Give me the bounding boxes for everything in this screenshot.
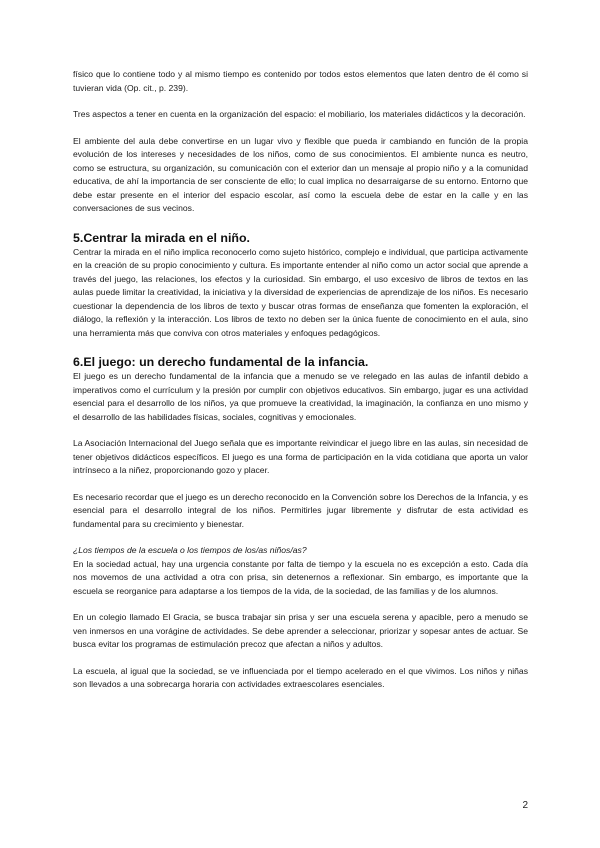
spacer [73, 531, 528, 544]
sub-paragraph-1: En la sociedad actual, hay una urgencia constante por falta de tiempo y la escuela no es excepción a esto. Cada día nos movemos de una actividad a otra con prisa, sin detenernos a reflexionar. Sin embargo, es importante que la escuela se reorganice para adaptarse a los tiempos de la vida, de la sociedad, de las familias y de los alumnos. [73, 558, 528, 596]
section-6 [73, 354, 528, 692]
sub-paragraph-2: En un colegio llamado El Gracia, se busca trabajar sin prisa y ser una escuela serena y apacible, pero a menudo se ven inmersos en una vorágine de actividades. Se debe aprender a seleccionar, priorizar y sopesar antes de actuar. Se busca evitar los programas de estimulación precoz que afectan a niños y adultos. [73, 612, 528, 649]
subheading-tiempos: ¿Los tiempos de la escuela o los tiempos de los/as niños/as? [73, 545, 307, 555]
section-6-paragraph-2: La Asociación Internacional del Juego señala que es importante reivindicar el juego libre en las aulas, sin necesidad de tener objetivos didácticos específicos. El juego es una forma de participación en la vida cotidiana que aporta un valor intrínseco a la niñez, proporcionando gozo y placer. [73, 438, 528, 475]
sub-paragraph-3: La escuela, al igual que la sociedad, se ve influenciada por el tiempo acelerado en el que vivimos. Los niños y niñas son llevados a una sobrecarga horaria con actividades extraescolares esenciales. [73, 665, 528, 689]
intro-paragraph-1: físico que lo contiene todo y al mismo tiempo es contenido por todos estos elementos que laten dentro de él como si tuvieran vida (Op. cit., p. 239). [73, 69, 528, 93]
intro-paragraph-2: Tres aspectos a tener en cuenta en la organización del espacio: el mobiliario, los materiales didácticos y la decoración. [73, 109, 526, 119]
section-5-paragraph-1: Centrar la mirada en el niño implica reconocerlo como sujeto histórico, complejo e individual, que participa activamente en la creación de su propio conocimiento y cultura. Es importante entender al niño como un actor social que aprende a través del juego, las relaciones, los efectos y la curiosidad. Sin embargo, el uso excesivo de libros de textos en las aulas puede limitar la creatividad, la iniciativa y la diversidad de experiencias de aprendizaje de los niños. Es necesario cuestionar la dependencia de los libros de texto y buscar otras formas de enseñanza que fomenten la exploración, el diálogo, la reflexión y la interacción. Los libros de texto no deben ser la única fuente de conocimiento en el aula, sino una herramienta más que conviva con otros materiales y enfoques pedagógicos. [73, 246, 528, 338]
section-5-heading: 5.Centrar la mirada en el niño. [73, 230, 250, 245]
intro-paragraph-3: El ambiente del aula debe convertirse en un lugar vivo y flexible que pueda ir cambiando en función de la propia evolución de los intereses y necesidades de los niños, como de sus conocimientos. El ambiente nunca es neutro, como se estructura, su organización, su comunicación con el exterior dan un mensaje al propio niño y a la comunidad educativa, de ahí la importancia de ser consciente de ello; lo cual implica no desarraigarse de su entorno. Entorno que debe estar presente en el interior del espacio escolar, así como la escuela debe de estar en la calle y en las conversaciones de sus vecinos. [73, 135, 528, 213]
section-6-heading: 6.El juego: un derecho fundamental de la infancia. [73, 355, 369, 369]
section-5 [73, 230, 528, 341]
page-number: 2 [522, 800, 528, 811]
section-6-paragraph-1: El juego es un derecho fundamental de la infancia que a menudo se ve relegado en las aulas de infantil debido a imperativos como el currículum y la presión por cumplir con objetivos educativos. Sin embargo, jugar es una actividad esencial para el desarrollo de los niños, ya que promueve la creatividad, la imaginación, la confianza en uno mismo y el desarrollo de las habilidades físicas, sociales, cognitivas y emocionales. [73, 371, 528, 422]
intro-block [73, 68, 528, 216]
page-content [73, 68, 528, 692]
section-6-paragraph-3: Es necesario recordar que el juego es un derecho reconocido en la Convención sobre los Derechos de la Infancia, y es esencial para el desarrollo integral de los niños. Permitirles jugar libremente y disfrutar de esta actividad es fundamental para su crecimiento y bienestar. [73, 491, 528, 529]
